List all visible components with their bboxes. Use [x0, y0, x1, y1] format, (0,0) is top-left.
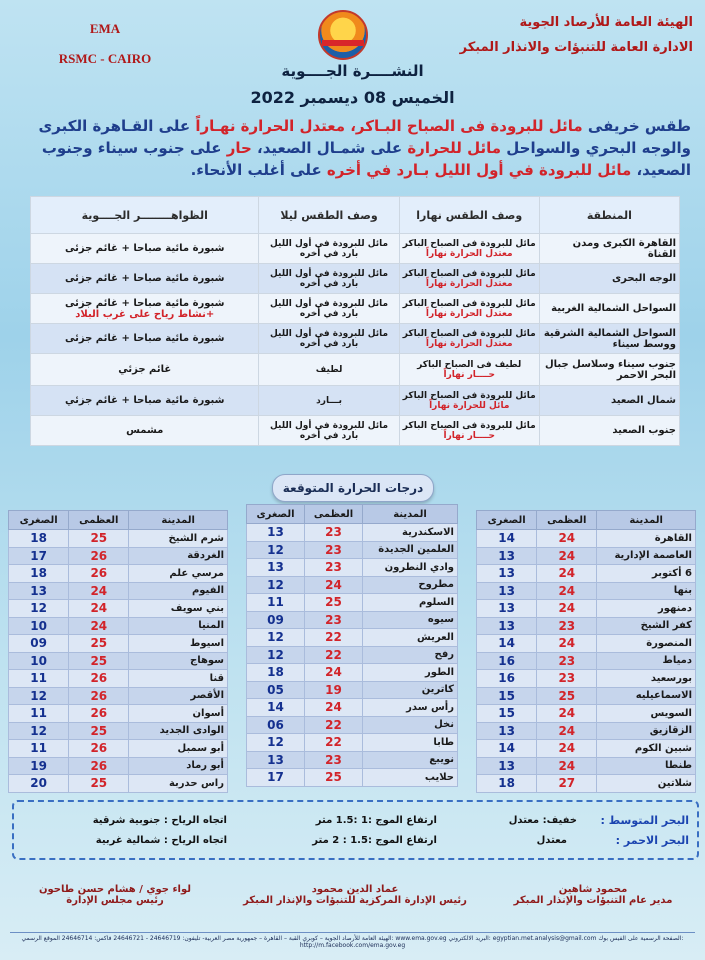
city-cell: بني سويف: [129, 600, 228, 618]
phenomena-text: مشمس: [126, 425, 164, 436]
min-temp-cell: 19: [9, 757, 69, 775]
max-temp-cell: 23: [305, 541, 363, 559]
max-temp-cell: 24: [69, 617, 129, 635]
max-temp-cell: 22: [305, 629, 363, 647]
city-cell: القاهرة: [597, 530, 696, 548]
day-desc-red: معتدل الحرارة نهاراً: [425, 248, 513, 259]
min-temp-cell: 12: [247, 646, 305, 664]
temp-row: [477, 740, 696, 758]
temp-row: [477, 582, 696, 600]
temp-row: [477, 617, 696, 635]
max-temp-cell: 23: [305, 559, 363, 577]
temp-row: [247, 559, 458, 577]
temp-row: [247, 751, 458, 769]
min-temp-cell: 14: [477, 635, 537, 653]
city-cell: الاسكندرية: [363, 524, 458, 542]
min-temp-cell: 10: [9, 652, 69, 670]
region-cell: الوجه البحرى: [539, 264, 679, 294]
city-cell: راس حدربة: [129, 775, 228, 793]
dept-ar: الادارة العامة للتنبؤات والانذار المبكر: [459, 40, 693, 55]
temp-row: [247, 699, 458, 717]
signature-name: عماد الدين محمود: [311, 884, 399, 895]
footer-contact: الهيئة العامة للأرصاد الجوية – كوبري القبة – القاهرة – جمهورية مصر العربية- تليفون: 24646719 - 24646721 فاكس: 24646714 الموقع الرسمي: www.ema.gov.eg البريد الالكتروني: egyptian.met.analysis@gmail.com الصفحة الرسمية على الفيس بوك: http://m.facebook.com/ema.gov.eg: [10, 932, 695, 949]
day-desc-red: مائل للحرارة نهاراً: [429, 400, 510, 411]
weather-row: [31, 386, 680, 416]
weather-row: [31, 416, 680, 446]
temp-row: [477, 775, 696, 793]
region-cell: السواحل الشمالية الغربية: [539, 294, 679, 324]
max-temp-cell: 22: [305, 734, 363, 752]
temp-row: [247, 646, 458, 664]
min-temp-cell: 12: [247, 734, 305, 752]
min-temp-cell: 18: [9, 530, 69, 548]
logo-band: [322, 40, 364, 46]
temp-row: [477, 530, 696, 548]
col-city: المدينة: [363, 505, 458, 524]
city-cell: بنها: [597, 582, 696, 600]
max-temp-cell: 19: [305, 681, 363, 699]
min-temp-cell: 05: [247, 681, 305, 699]
col-night: وصف الطقس ليلا: [259, 197, 399, 234]
max-temp-cell: 25: [69, 530, 129, 548]
city-cell: المنصورة: [597, 635, 696, 653]
day-desc-cell: [399, 294, 539, 324]
city-cell: السلوم: [363, 594, 458, 612]
day-desc-red: معتدل الحرارة نهاراً: [425, 308, 513, 319]
max-temp-cell: 24: [537, 722, 597, 740]
summary-part: على أغلب الأنحاء.: [190, 161, 322, 179]
city-cell: الاسماعيليه: [597, 687, 696, 705]
city-cell: شبين الكوم: [597, 740, 696, 758]
weather-row: [31, 354, 680, 386]
max-temp-cell: 23: [537, 670, 597, 688]
temp-row: [9, 600, 228, 618]
day-desc-red: حــــار نهاراً: [443, 369, 495, 380]
city-cell: العلمين الجديدة: [363, 541, 458, 559]
phenomena-text: شبورة مائية صباحا + غائم جزئي: [65, 395, 225, 406]
city-cell: كاترين: [363, 681, 458, 699]
city-cell: وادي النطرون: [363, 559, 458, 577]
city-cell: الطور: [363, 664, 458, 682]
temp-row: [9, 687, 228, 705]
temp-row: [247, 629, 458, 647]
min-temp-cell: 13: [477, 600, 537, 618]
weather-row: [31, 264, 680, 294]
region-cell: جنوب الصعيد: [539, 416, 679, 446]
city-cell: دمياط: [597, 652, 696, 670]
expected-temps-title: درجات الحرارة المتوقعة: [272, 474, 434, 502]
city-cell: أبو رماد: [129, 757, 228, 775]
min-temp-cell: 09: [9, 635, 69, 653]
min-temp-cell: 09: [247, 611, 305, 629]
summary-part: على جنوب سيناء وجنوب الصعيد،: [41, 139, 691, 179]
max-temp-cell: 24: [305, 664, 363, 682]
col-max: العظمى: [305, 505, 363, 524]
city-cell: دمنهور: [597, 600, 696, 618]
max-temp-cell: 23: [537, 652, 597, 670]
temps-table-mid: [246, 504, 458, 787]
city-cell: الفيوم: [129, 582, 228, 600]
weather-summary: [11, 115, 691, 181]
city-cell: أسوان: [129, 705, 228, 723]
night-desc-cell: مائل للبرودة في أول الليل بارد في أخره: [259, 324, 399, 354]
signature-title: رئيس مجلس الإدارة: [66, 895, 164, 906]
city-cell: طنطا: [597, 757, 696, 775]
max-temp-cell: 24: [69, 582, 129, 600]
min-temp-cell: 14: [247, 699, 305, 717]
med-sea-state: خفيف: معتدل: [508, 815, 577, 826]
max-temp-cell: 26: [69, 687, 129, 705]
min-temp-cell: 17: [9, 547, 69, 565]
weather-row: [31, 294, 680, 324]
temp-row: [247, 576, 458, 594]
temp-row: [477, 652, 696, 670]
night-desc-cell: لطيف: [259, 354, 399, 386]
max-temp-cell: 25: [69, 635, 129, 653]
min-temp-cell: 17: [247, 769, 305, 787]
city-cell: الغردقة: [129, 547, 228, 565]
city-cell: نخل: [363, 716, 458, 734]
day-desc: مائل للبرودة فى الصباح الباكر: [402, 390, 536, 401]
city-cell: الزقازيق: [597, 722, 696, 740]
col-day: وصف الطقس نهارا: [399, 197, 539, 234]
temp-row: [247, 611, 458, 629]
center-en: RSMC - CAIRO: [58, 51, 152, 66]
temp-row: [477, 687, 696, 705]
day-desc-cell: [399, 416, 539, 446]
ema-logo: [318, 10, 368, 60]
max-temp-cell: 22: [305, 716, 363, 734]
max-temp-cell: 26: [69, 705, 129, 723]
night-desc-cell: مائل للبرودة في أول الليل بارد في أخره: [259, 294, 399, 324]
min-temp-cell: 15: [477, 705, 537, 723]
day-desc-red: معتدل الحرارة نهاراً: [425, 278, 513, 289]
min-temp-cell: 10: [9, 617, 69, 635]
temps-table-right: [476, 510, 696, 793]
temp-row: [9, 652, 228, 670]
city-cell: 6 أكتوبر: [597, 565, 696, 583]
city-cell: أبو سمبل: [129, 740, 228, 758]
max-temp-cell: 24: [537, 757, 597, 775]
temp-row: [247, 541, 458, 559]
max-temp-cell: 23: [305, 524, 363, 542]
day-desc: مائل للبرودة فى الصباح الباكر: [402, 420, 536, 431]
min-temp-cell: 20: [9, 775, 69, 793]
max-temp-cell: 23: [305, 611, 363, 629]
max-temp-cell: 27: [537, 775, 597, 793]
min-temp-cell: 13: [477, 547, 537, 565]
temp-row: [9, 565, 228, 583]
col-min: الصغرى: [477, 511, 537, 530]
min-temp-cell: 16: [477, 670, 537, 688]
max-temp-cell: 26: [69, 547, 129, 565]
phenomena-text: غائم جزئي: [118, 364, 172, 375]
max-temp-cell: 24: [537, 740, 597, 758]
max-temp-cell: 24: [537, 565, 597, 583]
header-arabic: [433, 10, 693, 60]
phenomena-text: شبورة مائية صباحا + غائم جزئى: [65, 243, 225, 254]
temp-row: [9, 635, 228, 653]
temp-row: [477, 757, 696, 775]
signature-3: [20, 884, 210, 906]
min-temp-cell: 18: [477, 775, 537, 793]
min-temp-cell: 13: [247, 524, 305, 542]
col-city: المدينة: [129, 511, 228, 530]
red-sea-state: معتدل: [536, 835, 567, 846]
phenomena-cell: [31, 354, 259, 386]
min-temp-cell: 13: [9, 582, 69, 600]
temp-row: [9, 775, 228, 793]
city-cell: حلايب: [363, 769, 458, 787]
phenomena-cell: [31, 324, 259, 354]
summary-part: مائل للبرودة في أول الليل بـارد في أخره: [321, 161, 632, 179]
city-cell: طابا: [363, 734, 458, 752]
bulletin-date: الخميس 08 ديسمبر 2022: [250, 88, 455, 107]
summary-part: على شمـال الصعيد،: [251, 139, 403, 157]
city-cell: قنا: [129, 670, 228, 688]
max-temp-cell: 23: [537, 617, 597, 635]
red-wind-dir: اتجاه الرياح : شمالية غربية: [95, 835, 227, 846]
max-temp-cell: 26: [69, 670, 129, 688]
phenomena-cell: [31, 294, 259, 324]
temp-row: [247, 594, 458, 612]
min-temp-cell: 13: [247, 559, 305, 577]
org-ar: الهيئة العامة للأرصاد الجوية: [519, 15, 693, 30]
summary-part: حار: [226, 139, 252, 157]
city-cell: سوهاج: [129, 652, 228, 670]
med-wave-height: ارتفاع الموج :1 :1.5 متر: [315, 815, 437, 826]
temp-row: [477, 635, 696, 653]
col-region: المنطقة: [539, 197, 679, 234]
max-temp-cell: 26: [69, 757, 129, 775]
city-cell: الأقصر: [129, 687, 228, 705]
phenomena-cell: [31, 386, 259, 416]
summary-part: مائل للحرارة: [402, 139, 502, 157]
city-cell: السويس: [597, 705, 696, 723]
phenomena-cell: [31, 234, 259, 264]
city-cell: العريش: [363, 629, 458, 647]
signature-1: [493, 884, 693, 906]
summary-part: طقس خريفى: [582, 117, 691, 135]
city-cell: بورسعيد: [597, 670, 696, 688]
signature-name: لواء جوي / هشام حسن طاحون: [38, 884, 192, 895]
day-desc-cell: [399, 386, 539, 416]
max-temp-cell: 24: [537, 600, 597, 618]
city-cell: مطروح: [363, 576, 458, 594]
min-temp-cell: 13: [477, 722, 537, 740]
temp-row: [247, 716, 458, 734]
col-max: العظمى: [537, 511, 597, 530]
med-sea-name: البحر المتوسط :: [600, 814, 689, 827]
day-desc: مائل للبرودة فى الصباح الباكر: [402, 298, 536, 309]
day-desc-red: حــــار نهاراً: [443, 430, 495, 441]
temp-row: [477, 565, 696, 583]
red-wave-height: ارتفاع الموج :1.5 : 2 متر: [312, 835, 437, 846]
region-cell: شمال الصعيد: [539, 386, 679, 416]
phenomena-cell: [31, 264, 259, 294]
org-en: EMA: [89, 21, 121, 36]
signature-title: رئيس الإدارة المركزية للتنبؤات والإنذار المبكر: [243, 895, 467, 906]
temp-row: [247, 524, 458, 542]
temp-row: [9, 757, 228, 775]
min-temp-cell: 11: [9, 670, 69, 688]
col-min: الصغرى: [247, 505, 305, 524]
temp-row: [477, 670, 696, 688]
day-desc-cell: [399, 264, 539, 294]
temp-row: [247, 734, 458, 752]
temp-row: [9, 582, 228, 600]
temp-row: [9, 617, 228, 635]
min-temp-cell: 12: [9, 722, 69, 740]
weather-table: [30, 196, 680, 446]
city-cell: رفح: [363, 646, 458, 664]
summary-part: مائل للبرودة فى الصباح البـاكر،: [345, 117, 583, 135]
min-temp-cell: 11: [247, 594, 305, 612]
temp-row: [477, 600, 696, 618]
max-temp-cell: 25: [537, 687, 597, 705]
day-desc: مائل للبرودة فى الصباح الباكر: [402, 328, 536, 339]
max-temp-cell: 25: [69, 652, 129, 670]
min-temp-cell: 18: [9, 565, 69, 583]
min-temp-cell: 13: [477, 565, 537, 583]
min-temp-cell: 13: [477, 617, 537, 635]
city-cell: شلاتين: [597, 775, 696, 793]
city-cell: الوادى الجديد: [129, 722, 228, 740]
night-desc-cell: مائل للبرودة في أول الليل بارد في أخره: [259, 264, 399, 294]
phenomena-text: شبورة مائية صباحا + غائم جزئى: [65, 297, 225, 309]
max-temp-cell: 26: [69, 740, 129, 758]
night-desc-cell: مائل للبرودة في أول الليل بارد في أخره: [259, 234, 399, 264]
red-sea-name: البحر الاحمر :: [615, 834, 689, 847]
phenomena-text: شبورة مائية صباحا + غائم جزئى: [65, 273, 225, 284]
temp-row: [247, 681, 458, 699]
min-temp-cell: 13: [247, 751, 305, 769]
max-temp-cell: 22: [305, 646, 363, 664]
temp-row: [477, 547, 696, 565]
min-temp-cell: 12: [247, 629, 305, 647]
day-desc: مائل للبرودة فى الصباح الباكر: [402, 238, 536, 249]
max-temp-cell: 25: [69, 722, 129, 740]
temp-row: [9, 547, 228, 565]
max-temp-cell: 24: [537, 705, 597, 723]
phenomena-red: +نشاط رياح على غرب البلاد: [75, 308, 215, 320]
min-temp-cell: 18: [247, 664, 305, 682]
temp-row: [247, 769, 458, 787]
summary-part: معتدل الحرارة نهـاراً: [190, 117, 345, 135]
temp-row: [477, 722, 696, 740]
col-min: الصغرى: [9, 511, 69, 530]
region-cell: جنوب سيناء وسلاسل جبال البحر الاحمر: [539, 354, 679, 386]
col-max: العظمى: [69, 511, 129, 530]
region-cell: السواحل الشمالية الشرقية ووسط سيناء: [539, 324, 679, 354]
temp-row: [247, 664, 458, 682]
min-temp-cell: 11: [9, 740, 69, 758]
signature-2: [240, 884, 470, 906]
max-temp-cell: 26: [69, 565, 129, 583]
max-temp-cell: 24: [537, 547, 597, 565]
night-desc-cell: مائل للبرودة في أول الليل بارد في أخره: [259, 416, 399, 446]
max-temp-cell: 25: [69, 775, 129, 793]
min-temp-cell: 12: [247, 541, 305, 559]
day-desc-cell: [399, 354, 539, 386]
city-cell: اسيوط: [129, 635, 228, 653]
city-cell: العاصمة الإدارية: [597, 547, 696, 565]
med-wind-dir: اتجاه الرياح : جنوبية شرقية: [92, 815, 227, 826]
summary-part: على القـاهرة الكبرى والوجه البحري والسواحل: [38, 117, 691, 157]
temp-row: [9, 722, 228, 740]
city-cell: رأس سدر: [363, 699, 458, 717]
city-cell: المنيا: [129, 617, 228, 635]
max-temp-cell: 24: [69, 600, 129, 618]
max-temp-cell: 24: [537, 635, 597, 653]
max-temp-cell: 24: [305, 699, 363, 717]
day-desc-cell: [399, 324, 539, 354]
night-desc-cell: بـــارد: [259, 386, 399, 416]
weather-row: [31, 234, 680, 264]
city-cell: مرسي علم: [129, 565, 228, 583]
day-desc-red: معتدل الحرارة نهاراً: [425, 338, 513, 349]
day-desc-cell: [399, 234, 539, 264]
min-temp-cell: 15: [477, 687, 537, 705]
min-temp-cell: 12: [9, 687, 69, 705]
min-temp-cell: 13: [477, 757, 537, 775]
min-temp-cell: 14: [477, 740, 537, 758]
phenomena-cell: [31, 416, 259, 446]
sea-state-box: [12, 800, 699, 860]
temp-row: [477, 705, 696, 723]
min-temp-cell: 14: [477, 530, 537, 548]
temp-row: [9, 530, 228, 548]
min-temp-cell: 16: [477, 652, 537, 670]
signature-name: محمود شاهين: [558, 884, 628, 895]
max-temp-cell: 25: [305, 769, 363, 787]
min-temp-cell: 12: [9, 600, 69, 618]
max-temp-cell: 24: [537, 582, 597, 600]
city-cell: نويبع: [363, 751, 458, 769]
col-city: المدينة: [597, 511, 696, 530]
col-phenomena: الظواهــــــــر الجــــوية: [31, 197, 259, 234]
day-desc: مائل للبرودة فى الصباح الباكر: [402, 268, 536, 279]
weather-row: [31, 324, 680, 354]
max-temp-cell: 24: [537, 530, 597, 548]
phenomena-text: شبورة مائية صباحا + غائم جزئى: [65, 333, 225, 344]
city-cell: شرم الشيخ: [129, 530, 228, 548]
signature-title: مدير عام التنبؤات والإنذار المبكر: [513, 895, 673, 906]
min-temp-cell: 06: [247, 716, 305, 734]
temp-row: [9, 705, 228, 723]
day-desc: لطيف فى الصباح الباكر: [417, 359, 522, 370]
min-temp-cell: 13: [477, 582, 537, 600]
region-cell: القاهرة الكبرى ومدن القناة: [539, 234, 679, 264]
temp-row: [9, 670, 228, 688]
min-temp-cell: 12: [247, 576, 305, 594]
temp-row: [9, 740, 228, 758]
city-cell: سيوه: [363, 611, 458, 629]
bulletin-title: النشــــرة الجــــوية: [281, 62, 424, 80]
city-cell: كفر الشيخ: [597, 617, 696, 635]
max-temp-cell: 25: [305, 594, 363, 612]
temps-table-left: [8, 510, 228, 793]
max-temp-cell: 24: [305, 576, 363, 594]
min-temp-cell: 11: [9, 705, 69, 723]
max-temp-cell: 23: [305, 751, 363, 769]
